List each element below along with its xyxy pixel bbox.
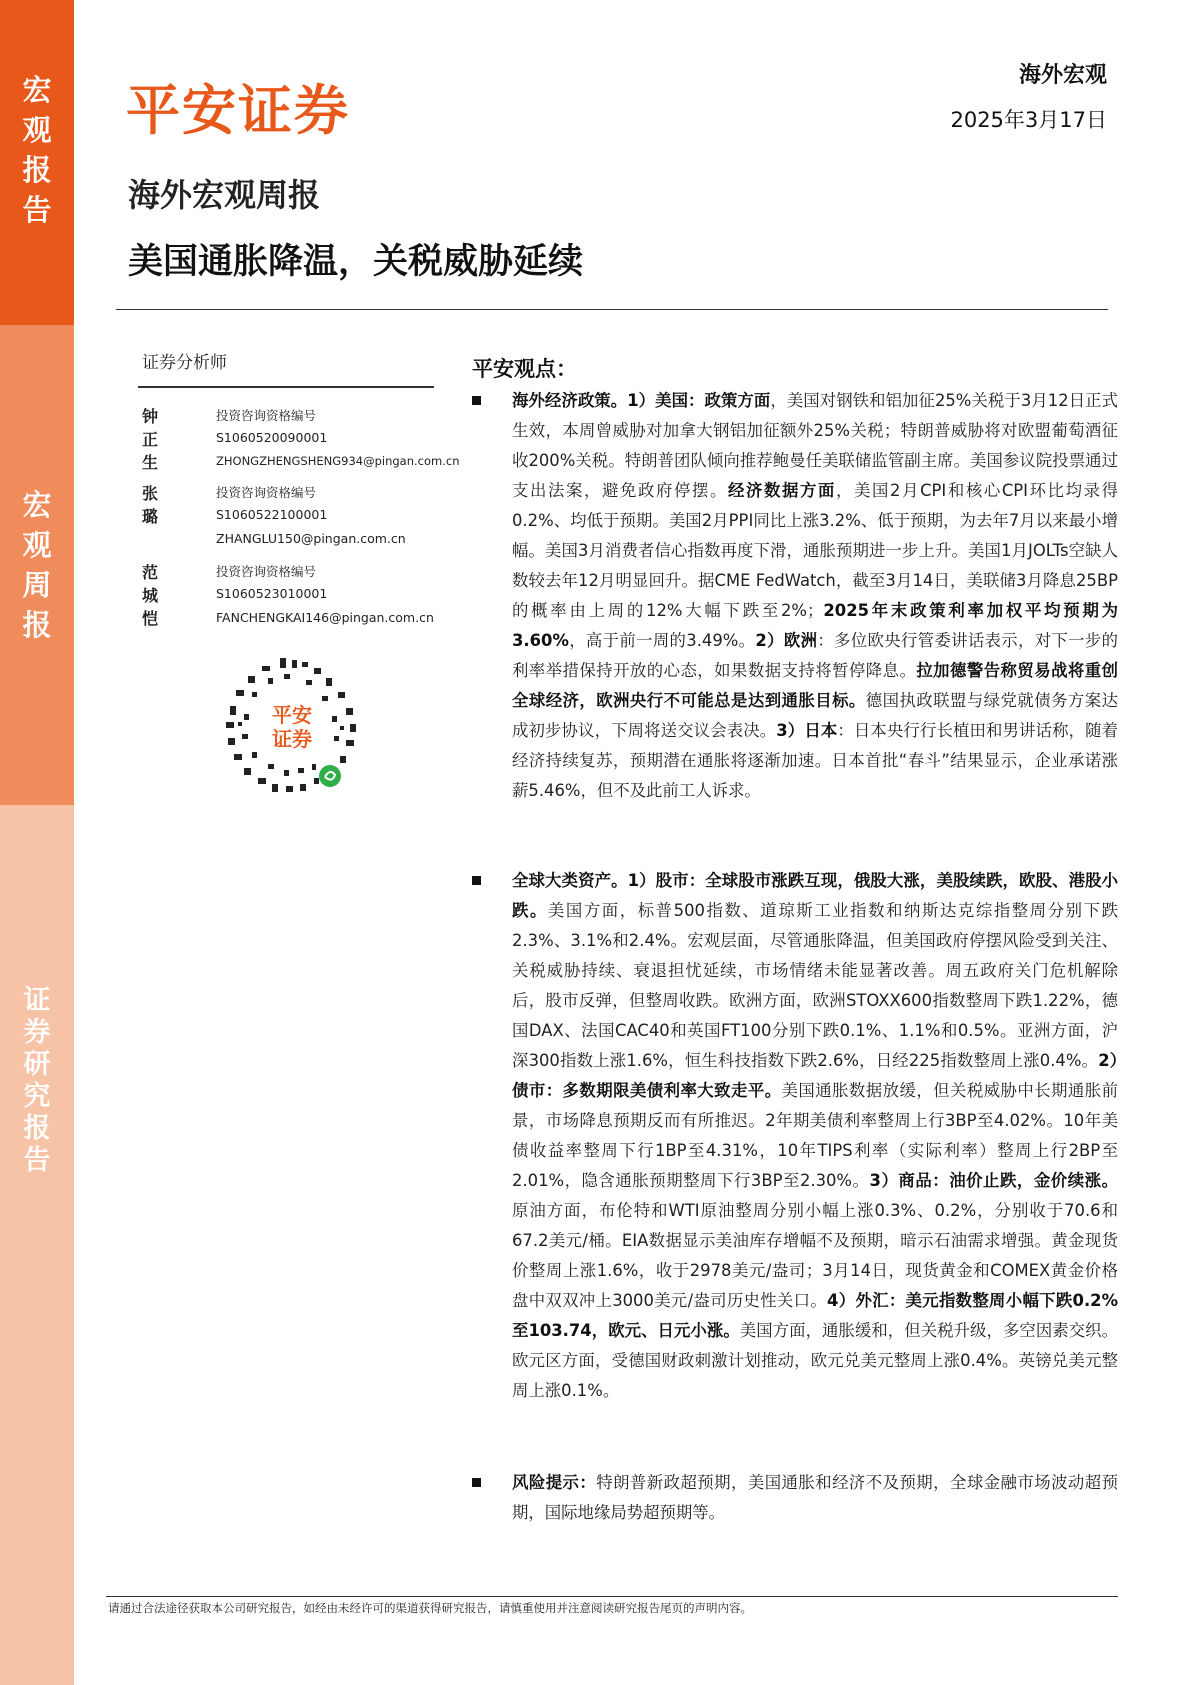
analyst-cert-label: 投资咨询资格编号: [216, 564, 317, 579]
analyst-cert-number: S1060522100001: [216, 507, 328, 522]
analysts-divider: [138, 386, 434, 388]
qr-code: [222, 656, 362, 796]
sidebar-segment-research: [0, 805, 74, 1685]
analyst-email[interactable]: ZHANGLU150@pingan.com.cn: [216, 531, 406, 546]
sidebar-segment-report-type: [0, 0, 74, 325]
viewpoint-heading: 平安观点：: [472, 357, 577, 381]
qr-logo-line1: 平安: [272, 703, 312, 727]
bullet-marker: [472, 876, 481, 885]
header-divider: [116, 309, 1108, 310]
sidebar: [0, 0, 74, 1685]
viewpoint-text: 风险提示：特朗普新政超预期，美国通胀和经济不及预期，全球金融市场波动超预期，国际地缘局势超预期等。: [512, 1473, 1119, 1522]
footer-divider: [106, 1596, 1118, 1597]
footer-disclaimer: 请通过合法途径获取本公司研究报告，如经由未经许可的渠道获得研究报告，请慎重使用并注意阅读研究报告尾页的声明内容。: [108, 1601, 752, 1615]
analyst-email[interactable]: ZHONGZHENGSHENG934@pingan.com.cn: [216, 454, 460, 468]
analyst-cert-number: S1060520090001: [216, 430, 328, 445]
report-series-title: 海外宏观周报: [128, 176, 321, 214]
company-logo: 平安证券: [126, 79, 350, 142]
analyst-name: 钟正生: [142, 407, 159, 472]
analyst-name: 范城恺: [142, 563, 159, 628]
report-category: 海外宏观: [1018, 63, 1107, 88]
analyst-name: 张璐: [142, 484, 159, 526]
viewpoint-text: 海外经济政策。1）美国：政策方面，美国对钢铁和铝加征25%关税于3月12日正式生效，本周曾威胁对加拿大钢铝加征额外25%关税；特朗普威胁将对欧盟葡萄酒征收200%关税。特朗普团队倾向推荐鲍曼任美联储监管副主席。美国参议院投票通过支出法案，避免政府停摆。经济数据方面，美国2月CPI和核心CPI环比均录得0.2%、均低于预期。美国2月PPI同比上涨3.2%、低于预期，为去年7月以来最小增幅。美国3月消费者信心指数再度下滑，通胀预期进一步上升。美国1月JOLTs空缺人数较去年12月明显回升。据CME FedWatch，截至3月14日，美联储3月降息25BP的概率由上周的12%大幅下跌至2%；2025年末政策利率加权平均预期为3.60%，高于前一周的3.49%。2）欧洲：多位欧央行管委讲话表示，对下一步的利率举措保持开放的心态，如果数据支持将暂停降息。拉加德警告称贸易战将重创全球经济，欧洲央行不可能总是达到通胀目标。德国执政联盟与绿党就债务方案达成初步协议，下周将送交议会表决。3）日本：日本央行行长植田和男讲话称，随着经济持续复苏，预期潜在通胀将逐渐加速。日本首批“春斗”结果显示，企业承诺涨薪5.46%，但不及此前工人诉求。: [512, 391, 1119, 800]
report-date: 2025年3月17日: [950, 108, 1107, 132]
mini-program-icon: [319, 765, 341, 787]
analyst-cert-label: 投资咨询资格编号: [216, 408, 317, 423]
bullet-marker: [472, 396, 481, 405]
qr-logo-line2: 证券: [272, 727, 312, 751]
report-headline: 美国通胀降温，关税威胁延续: [128, 242, 584, 282]
sidebar-label-research: 证 券 研 究 报 告: [23, 985, 51, 1176]
analyst-cert-label: 投资咨询资格编号: [216, 485, 317, 500]
sidebar-label-report-type: 宏 观 报 告: [22, 73, 52, 227]
sidebar-segment-report-series: [0, 325, 74, 805]
analysts-heading: 证券分析师: [142, 353, 227, 373]
sidebar-label-report-series: 宏 观 周 报: [22, 488, 52, 642]
bullet-marker: [472, 1478, 481, 1487]
viewpoint-text: 全球大类资产。1）股市：全球股市涨跌互现，俄股大涨，美股续跌，欧股、港股小跌。美国方面，标普500指数、道琼斯工业指数和纳斯达克综指整周分别下跌2.3%、3.1%和2.4%。宏观层面，尽管通胀降温，但美国政府停摆风险受到关注、关税威胁持续、衰退担忧延续，市场情绪未能显著改善。周五政府关门危机解除后，股市反弹，但整周收跌。欧洲方面，欧洲STOXX600指数整周下跌1.22%，德国DAX、法国CAC40和英国FT100分别下跌0.1%、1.1%和0.5%。亚洲方面，沪深300指数上涨1.6%，恒生科技指数下跌2.6%，日经225指数整周上涨0.4%。2）债市：多数期限美债利率大致走平。美国通胀数据放缓，但关税威胁中长期通胀前景，市场降息预期反而有所推迟。2年期美债利率整周上行3BP至4.02%。10年美债收益率整周下行1BP至4.31%，10年TIPS利率（实际利率）整周上行2BP至2.01%，隐含通胀预期整周下行3BP至2.30%。3）商品：油价止跌，金价续涨。原油方面，布伦特和WTI原油整周分别小幅上涨0.3%、0.2%，分别收于70.6和67.2美元/桶。EIA数据显示美油库存增幅不及预期，暗示石油需求增强。黄金现货价整周上涨1.6%，收于2978美元/盎司；3月14日，现货黄金和COMEX黄金价格盘中双双冲上3000美元/盎司历史性关口。4）外汇：美元指数整周小幅下跌0.2%至103.74，欧元、日元小涨。美国方面，通胀缓和，但关税升级，多空因素交织。欧元区方面，受德国财政刺激计划推动，欧元兑美元整周上涨0.4%。英镑兑美元整周上涨0.1%。: [512, 871, 1119, 1400]
analyst-email[interactable]: FANCHENGKAI146@pingan.com.cn: [216, 610, 434, 625]
analyst-cert-number: S1060523010001: [216, 586, 328, 601]
